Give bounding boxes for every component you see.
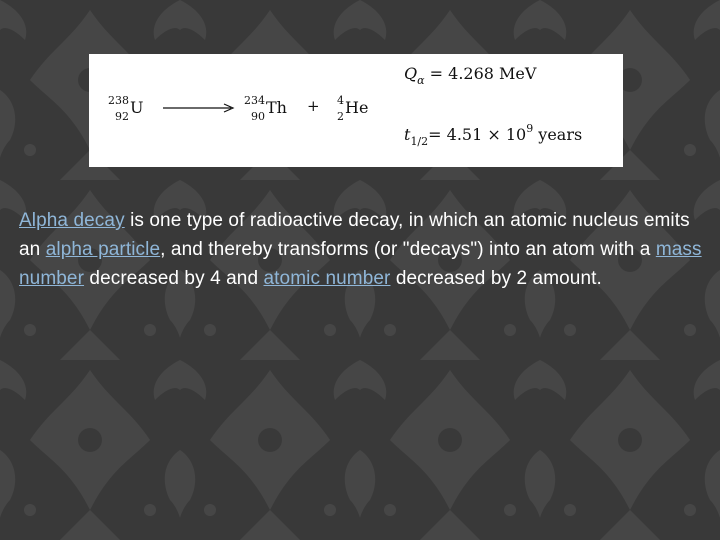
- q-symbol: Q: [404, 64, 418, 83]
- alpha-decay-description: [19, 206, 713, 293]
- link-mass-number[interactable]: mass number: [19, 239, 702, 289]
- plus-sign: +: [307, 97, 320, 115]
- uranium-238-nuclide: [108, 94, 144, 123]
- helium-atomic-number: 2: [337, 110, 344, 123]
- t-exponent: 9: [526, 122, 534, 135]
- t-value-prefix: = 4.51 × 10: [428, 125, 527, 144]
- link-alpha-decay[interactable]: Alpha decay: [19, 210, 125, 231]
- link-alpha-particle[interactable]: alpha particle: [45, 239, 161, 260]
- description-text-3: decreased by 4 and: [84, 268, 264, 289]
- thorium-mass-number: 234: [244, 94, 265, 107]
- q-subscript: α: [417, 74, 425, 87]
- t-subscript: 1/2: [410, 135, 429, 148]
- q-value-line: [404, 65, 536, 85]
- thorium-234-nuclide: [244, 94, 287, 123]
- t-symbol: t: [404, 125, 411, 144]
- thorium-atomic-number: 90: [251, 110, 265, 123]
- uranium-mass-number: 238: [108, 94, 129, 107]
- helium-symbol: He: [345, 98, 369, 117]
- uranium-atomic-number: 92: [115, 110, 129, 123]
- helium-mass-number: 4: [337, 94, 344, 107]
- alpha-decay-equation-image: [89, 54, 623, 167]
- uranium-symbol: U: [130, 98, 144, 117]
- t-unit: years: [538, 125, 583, 144]
- helium-4-nuclide: [337, 94, 369, 123]
- reaction-arrow-icon: [163, 102, 235, 114]
- half-life-line: [404, 122, 583, 148]
- description-text-4: decreased by 2 amount.: [390, 268, 602, 289]
- q-value: = 4.268 MeV: [429, 64, 537, 83]
- description-text-2: , and thereby transforms (or "decays") into an atom with a: [160, 239, 656, 260]
- description-text-1: is one type of radioactive decay, in which an atomic nucleus emits an: [19, 210, 690, 260]
- link-atomic-number[interactable]: atomic number: [263, 268, 391, 289]
- thorium-symbol: Th: [266, 98, 287, 117]
